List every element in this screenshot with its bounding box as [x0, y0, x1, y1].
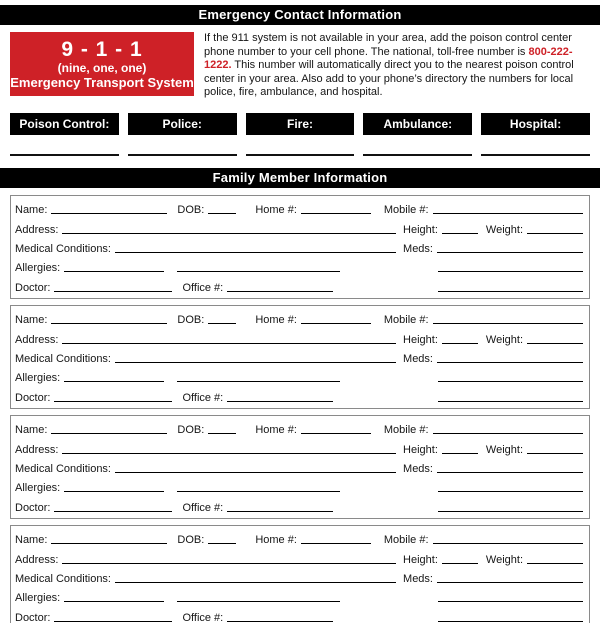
ambulance-label: Ambulance:: [363, 113, 472, 135]
doctor-row: [15, 276, 583, 295]
doctor-line: [54, 621, 172, 622]
address-label: Address:: [15, 333, 59, 346]
address-line: [62, 233, 396, 234]
intro-text-after: This number will automatically direct you to the nearest poison control center in your area. Also add to your phone’s directory the numbers for local police, fire, ambulance, and hospital.: [204, 59, 574, 98]
allergies-label: Allergies:: [15, 592, 61, 605]
name-line: [51, 543, 167, 544]
address-row: [15, 548, 583, 567]
top-section: [10, 32, 590, 113]
weight-line: [527, 563, 583, 564]
weight-label: Weight:: [485, 223, 523, 236]
name-line: [51, 433, 167, 434]
meds-label: Meds:: [403, 352, 433, 365]
allergies-line: [64, 381, 164, 382]
allergies-line: [64, 601, 164, 602]
doctor-label: Doctor:: [15, 281, 51, 294]
meds-continuation-line-1: [438, 381, 583, 382]
doctor-line: [54, 511, 172, 512]
address-line: [62, 453, 396, 454]
doctor-label: Doctor:: [15, 391, 51, 404]
doctor-line: [54, 291, 172, 292]
office-phone-line: [227, 401, 333, 402]
family-member-header: Family Member Information: [0, 168, 600, 188]
home-phone-line: [301, 543, 371, 544]
allergies-row: [15, 476, 583, 495]
weight-line: [527, 343, 583, 344]
address-label: Address:: [15, 443, 59, 456]
home-phone-label: Home #:: [255, 424, 297, 437]
allergies-continuation-line: [177, 601, 340, 602]
poison-control-phone-number: 800-222-1222.: [204, 45, 573, 71]
height-line: [442, 453, 478, 454]
home-phone-line: [301, 433, 371, 434]
medical-conditions-label: Medical Conditions:: [15, 462, 111, 475]
contact-column-ambulance: [363, 113, 472, 156]
fire-label: Fire:: [246, 113, 355, 135]
mobile-phone-line: [433, 323, 583, 324]
meds-continuation-line-2: [438, 291, 583, 292]
allergies-label: Allergies:: [15, 262, 61, 275]
medical-conditions-row: [15, 237, 583, 256]
weight-line: [527, 233, 583, 234]
weight-label: Weight:: [485, 333, 523, 346]
mobile-phone-label: Mobile #:: [383, 534, 429, 547]
height-label: Height:: [403, 223, 438, 236]
home-phone-label: Home #:: [255, 314, 297, 327]
meds-continuation-line-2: [438, 621, 583, 622]
height-line: [442, 233, 478, 234]
home-phone-label: Home #:: [255, 204, 297, 217]
doctor-row: [15, 496, 583, 515]
allergies-line: [64, 491, 164, 492]
medical-conditions-label: Medical Conditions:: [15, 352, 111, 365]
dob-line: [208, 433, 236, 434]
medical-conditions-row: [15, 347, 583, 366]
contact-column-hospital: [481, 113, 590, 156]
name-row: [15, 198, 583, 217]
poison-control-line: [10, 154, 119, 156]
emergency-contacts-row: [10, 113, 590, 156]
name-label: Name:: [15, 534, 48, 547]
family-member-box: [10, 415, 590, 519]
contact-column-fire: [246, 113, 355, 156]
family-member-boxes: [10, 195, 590, 623]
family-member-box: [10, 195, 590, 299]
name-line: [51, 213, 167, 214]
allergies-label: Allergies:: [15, 372, 61, 385]
dob-label: DOB:: [177, 424, 205, 437]
height-label: Height:: [403, 443, 438, 456]
meds-continuation-line-1: [438, 491, 583, 492]
mobile-phone-label: Mobile #:: [383, 424, 429, 437]
height-line: [442, 343, 478, 344]
allergies-row: [15, 366, 583, 385]
meds-continuation-line-1: [438, 271, 583, 272]
medical-conditions-line: [115, 582, 396, 583]
office-phone-line: [227, 291, 333, 292]
office-phone-line: [227, 621, 333, 622]
dob-label: DOB:: [177, 204, 205, 217]
mobile-phone-label: Mobile #:: [383, 314, 429, 327]
height-line: [442, 563, 478, 564]
medical-conditions-line: [115, 472, 396, 473]
allergies-row: [15, 586, 583, 605]
police-line: [128, 154, 237, 156]
medical-conditions-row: [15, 567, 583, 586]
medical-conditions-line: [115, 252, 396, 253]
name-row: [15, 528, 583, 547]
family-member-box: [10, 525, 590, 623]
allergies-continuation-line: [177, 381, 340, 382]
dob-line: [208, 213, 236, 214]
address-row: [15, 438, 583, 457]
medical-conditions-line: [115, 362, 396, 363]
poison-control-paragraph: [204, 32, 590, 113]
address-line: [62, 343, 396, 344]
mobile-phone-line: [433, 433, 583, 434]
meds-label: Meds:: [403, 242, 433, 255]
office-phone-label: Office #:: [182, 391, 224, 404]
medical-conditions-label: Medical Conditions:: [15, 572, 111, 585]
police-label: Police:: [128, 113, 237, 135]
contact-column-police: [128, 113, 237, 156]
911-number: 9 - 1 - 1: [61, 38, 143, 61]
meds-line: [437, 362, 583, 363]
hospital-label: Hospital:: [481, 113, 590, 135]
home-phone-line: [301, 213, 371, 214]
911-info-box: [10, 32, 194, 96]
name-label: Name:: [15, 204, 48, 217]
dob-line: [208, 543, 236, 544]
name-label: Name:: [15, 314, 48, 327]
meds-label: Meds:: [403, 572, 433, 585]
medical-conditions-row: [15, 457, 583, 476]
meds-line: [437, 472, 583, 473]
mobile-phone-label: Mobile #:: [383, 204, 429, 217]
office-phone-label: Office #:: [182, 281, 224, 294]
meds-line: [437, 582, 583, 583]
allergies-continuation-line: [177, 491, 340, 492]
allergies-label: Allergies:: [15, 482, 61, 495]
dob-label: DOB:: [177, 314, 205, 327]
address-label: Address:: [15, 553, 59, 566]
address-label: Address:: [15, 223, 59, 236]
dob-line: [208, 323, 236, 324]
contact-column-poison-control: [10, 113, 119, 156]
home-phone-line: [301, 323, 371, 324]
mobile-phone-line: [433, 543, 583, 544]
911-system-label: Emergency Transport System: [10, 75, 194, 90]
name-row: [15, 308, 583, 327]
name-row: [15, 418, 583, 437]
emergency-contact-header: Emergency Contact Information: [0, 5, 600, 25]
address-line: [62, 563, 396, 564]
doctor-line: [54, 401, 172, 402]
allergies-continuation-line: [177, 271, 340, 272]
meds-continuation-line-2: [438, 511, 583, 512]
allergies-line: [64, 271, 164, 272]
family-member-box: [10, 305, 590, 409]
weight-label: Weight:: [485, 443, 523, 456]
office-phone-label: Office #:: [182, 501, 224, 514]
weight-line: [527, 453, 583, 454]
medical-conditions-label: Medical Conditions:: [15, 242, 111, 255]
address-row: [15, 218, 583, 237]
911-words: (nine, one, one): [57, 61, 147, 75]
name-line: [51, 323, 167, 324]
mobile-phone-line: [433, 213, 583, 214]
address-row: [15, 328, 583, 347]
doctor-label: Doctor:: [15, 501, 51, 514]
office-phone-line: [227, 511, 333, 512]
height-label: Height:: [403, 553, 438, 566]
name-label: Name:: [15, 424, 48, 437]
doctor-row: [15, 606, 583, 623]
allergies-row: [15, 256, 583, 275]
hospital-line: [481, 154, 590, 156]
office-phone-label: Office #:: [182, 611, 224, 623]
doctor-row: [15, 386, 583, 405]
meds-line: [437, 252, 583, 253]
poison-control-label: Poison Control:: [10, 113, 119, 135]
ambulance-line: [363, 154, 472, 156]
meds-continuation-line-2: [438, 401, 583, 402]
home-phone-label: Home #:: [255, 534, 297, 547]
height-label: Height:: [403, 333, 438, 346]
dob-label: DOB:: [177, 534, 205, 547]
doctor-label: Doctor:: [15, 611, 51, 623]
fire-line: [246, 154, 355, 156]
meds-label: Meds:: [403, 462, 433, 475]
intro-text-before: If the 911 system is not available in your area, add the poison control center phone number to your cell phone. The national, toll-free number is: [204, 32, 572, 58]
weight-label: Weight:: [485, 553, 523, 566]
meds-continuation-line-1: [438, 601, 583, 602]
